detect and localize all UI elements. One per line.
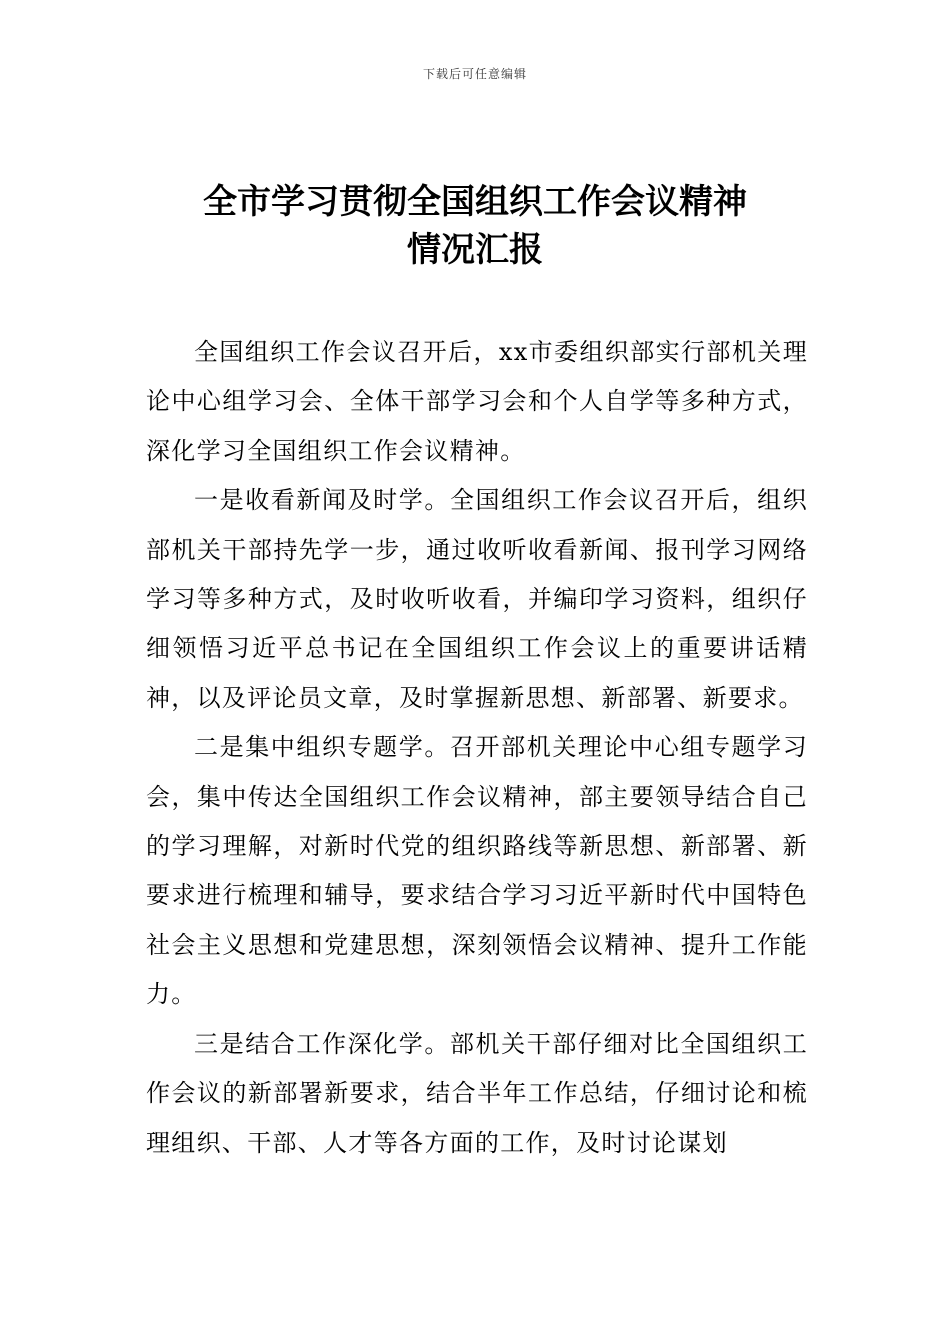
document-body (146, 328, 808, 1168)
paragraph-point-3: 三是结合工作深化学。部机关干部仔细对比全国组织工作会议的新部署新要求，结合半年工作总结，仔细讨论和梳理组织、干部、人才等各方面的工作，及时讨论谋划 (146, 1029, 808, 1157)
paragraph-point-2: 二是集中组织专题学。召开部机关理论中心组专题学习会，集中传达全国组织工作会议精神，部主要领导结合自己的学习理解，对新时代党的组织路线等新思想、新部署、新要求进行梳理和辅导，要求结合学习习近平新时代中国特色社会主义思想和党建思想，深刻领悟会议精神、提升工作能力。 (146, 733, 808, 1009)
paragraph-intro: 全国组织工作会议召开后，xx市委组织部实行部机关理论中心组学习会、全体干部学习会和个人自学等多种方式，深化学习全国组织工作会议精神。 (146, 338, 808, 465)
document-title-line-1: 全市学习贯彻全国组织工作会议精神 (203, 182, 747, 222)
document-title (0, 178, 950, 274)
page-header-note: 下载后可任意编辑 (422, 67, 527, 81)
paragraph-point-1: 一是收看新闻及时学。全国组织工作会议召开后，组织部机关干部持先学一步，通过收听收看新闻、报刊学习网络学习等多种方式，及时收听收看，并编印学习资料，组织仔细领悟习近平总书记在全国组织工作会议上的重要讲话精神，以及评论员文章，及时掌握新思想、新部署、新要求。 (146, 486, 808, 712)
document-title-line-2: 情况汇报 (407, 230, 543, 270)
